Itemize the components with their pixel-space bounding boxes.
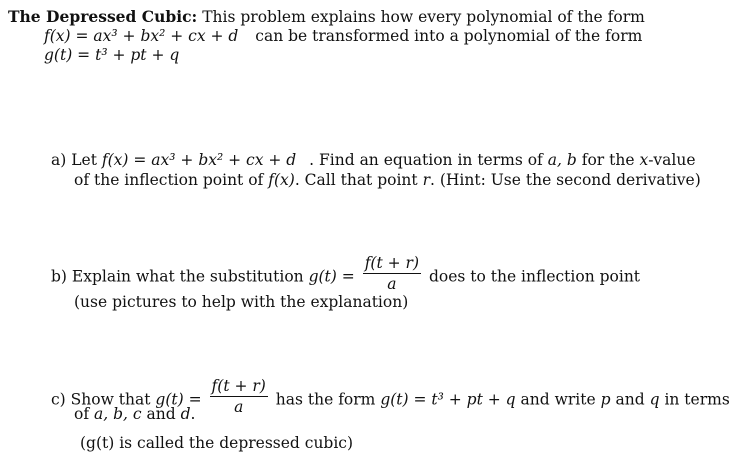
part-c-note bbox=[80, 433, 353, 453]
part-a-text: Let bbox=[71, 151, 97, 169]
part-b-marker: b) bbox=[51, 267, 67, 286]
heading-g-formula: g(t) = t³ + pt + q bbox=[44, 46, 180, 64]
part-a-line-1 bbox=[51, 150, 696, 170]
part-c-d: d bbox=[180, 405, 191, 423]
part-b-lhs: g(t) = bbox=[308, 267, 355, 286]
part-c-marker: c) bbox=[51, 390, 66, 409]
heading-label: The Depressed Cubic: bbox=[8, 7, 198, 26]
heading-line-1 bbox=[8, 7, 645, 27]
part-c-text: Show that bbox=[70, 390, 151, 409]
part-c-line2-and: and bbox=[146, 405, 176, 423]
part-a-xvar: x bbox=[639, 151, 649, 169]
part-c-text-2: has the form bbox=[275, 390, 376, 409]
part-a-line2-text: of the inflection point of bbox=[74, 171, 264, 189]
part-c-numerator: f(t + r) bbox=[211, 377, 266, 395]
part-c-line-2 bbox=[74, 404, 195, 424]
part-a-fx: f(x) bbox=[268, 171, 295, 189]
part-a-text-4: -value bbox=[648, 151, 696, 169]
part-c-q: q bbox=[649, 390, 660, 409]
part-a-text-3: for the bbox=[581, 151, 635, 169]
part-b-line2-text: (use pictures to help with the explanation) bbox=[74, 293, 409, 311]
part-a-text-2: . Find an equation in terms of bbox=[309, 151, 543, 169]
part-c-and: and bbox=[615, 390, 645, 409]
part-b-text: Explain what the substitution bbox=[71, 267, 304, 286]
heading-f-formula: f(x) = ax³ + bx² + cx + d bbox=[44, 27, 239, 45]
part-c-denominator: a bbox=[234, 398, 244, 416]
part-c-p: p bbox=[600, 390, 611, 409]
part-b-line-2 bbox=[74, 292, 408, 312]
part-c-note-text: (g(t) is called the depressed cubic) bbox=[80, 434, 354, 452]
part-c-line2-text: of bbox=[74, 405, 90, 423]
part-b-text-2: does to the inflection point bbox=[428, 267, 641, 286]
heading-text: This problem explains how every polynomial of the form bbox=[202, 8, 645, 26]
heading-line-3 bbox=[44, 45, 179, 65]
heading-line-2 bbox=[44, 26, 642, 46]
part-b-denominator: a bbox=[387, 275, 397, 293]
part-c-lhs: g(t) = bbox=[155, 390, 202, 409]
part-a-vars: a, b bbox=[547, 151, 577, 169]
part-c-g-formula: g(t) = t³ + pt + q bbox=[380, 390, 516, 409]
part-a-r: r bbox=[422, 171, 430, 189]
part-a-marker: a) bbox=[51, 151, 67, 169]
part-b-fraction bbox=[363, 253, 421, 294]
part-a-line2-text-2: . Call that point bbox=[294, 171, 418, 189]
part-c-text-4: in terms bbox=[664, 390, 730, 409]
part-c-fraction bbox=[210, 376, 268, 417]
part-c-line2-period: . bbox=[190, 405, 196, 423]
part-a-line-2 bbox=[74, 170, 701, 190]
heading-text-2: can be transformed into a polynomial of the form bbox=[255, 27, 643, 45]
part-a-formula: f(x) = ax³ + bx² + cx + d bbox=[101, 151, 297, 169]
part-c-text-3: and write bbox=[520, 390, 596, 409]
part-b-numerator: f(t + r) bbox=[364, 254, 419, 272]
part-c-vars: a, b, c bbox=[94, 405, 142, 423]
part-a-line2-text-3: . (Hint: Use the second derivative) bbox=[430, 171, 701, 189]
